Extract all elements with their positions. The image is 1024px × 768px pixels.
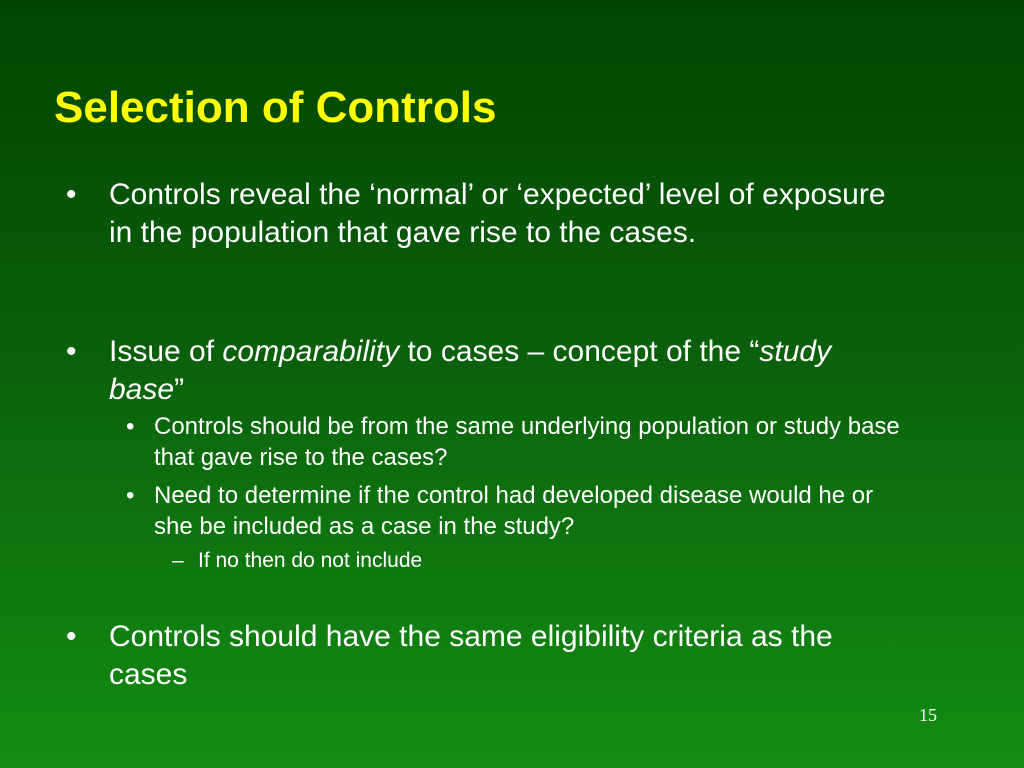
study-base-emphasis: study base [109, 335, 832, 406]
sub-bullet-same-population [126, 411, 906, 473]
sub-bullet-text: Need to determine if the control had developed disease would he or she be included as a case in the study? [154, 482, 874, 540]
bullet-eligibility [66, 618, 906, 694]
sub-bullet-text: Controls should be from the same underlying population or study base that gave rise to the cases? [154, 413, 900, 471]
dash-marker: – [172, 549, 184, 572]
sub-sub-bullet-text: If no then do not include [198, 549, 423, 572]
sub-bullet-disease-inclusion [126, 480, 906, 542]
bullet-comparability [66, 333, 906, 409]
sub-bullet-marker: • [126, 413, 135, 440]
bullet-text: Controls should have the same eligibility criteria as the cases [109, 620, 833, 691]
bullet-text [109, 333, 906, 409]
sub-bullet-marker: • [126, 482, 135, 509]
text-before-emphasis: Issue of [109, 335, 223, 368]
bullet-text: Controls reveal the ‘normal’ or ‘expected’ level of exposure in the population that gave rise to the cases. [109, 178, 886, 249]
comparability-emphasis: comparability [222, 335, 400, 368]
text-after-emphasis: ” [174, 373, 185, 406]
bullet-marker: • [66, 335, 77, 368]
bullet-exposure [66, 176, 906, 252]
bullet-marker: • [66, 178, 77, 211]
slide-number: 15 [919, 705, 937, 725]
sub-sub-bullet-exclude [172, 547, 872, 574]
bullet-marker: • [66, 620, 77, 653]
text-middle: to cases – concept of the “ [399, 335, 760, 368]
slide-title: Selection of Controls [54, 83, 497, 132]
